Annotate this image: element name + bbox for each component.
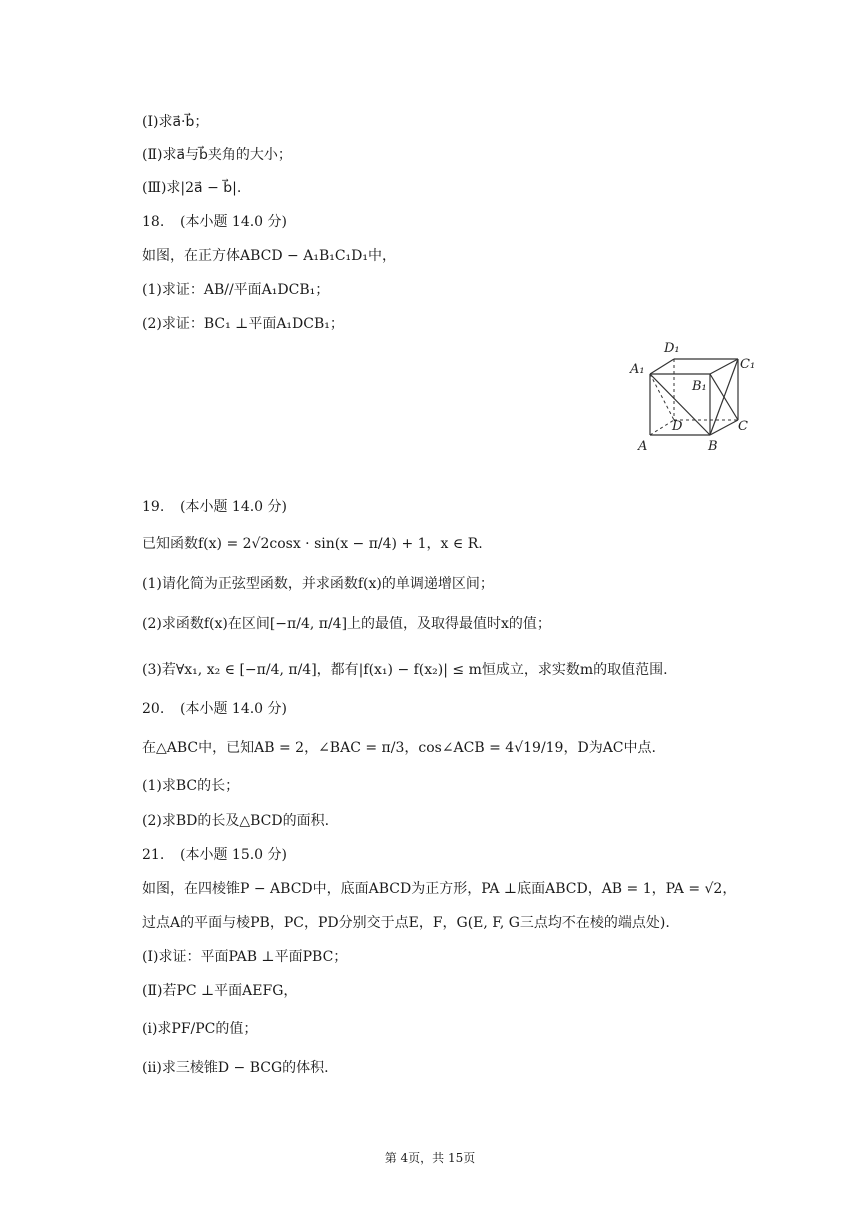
q19-intro: 已知函数f(x) = 2√2cosx · sin(x − π/4) + 1，x ∈ R. [142,536,483,552]
q19-item-2: (2)求函数f(x)在区间[−π/4, π/4]上的最值，及取得最值时x的值； [142,616,551,632]
q20-intro: 在△ABC中，已知AB = 2，∠BAC = π/3，cos∠ACB = 4√19/19，D为AC中点. [142,740,656,756]
label-c1: C₁ [740,357,756,372]
q21-intro-line-1: 如图，在四棱锥P − ABCD中，底面ABCD为正方形，PA ⊥底面ABCD，AB = 1，PA = √2， [142,881,737,897]
q21-item-3: (ⅰ)求PF/PC的值； [142,1021,258,1037]
q19-item-3: (3)若∀x₁, x₂ ∈ [−π/4, π/4]，都有|f(x₁) − f(x₂)| ≤ m恒成立，求实数m的取值范围. [142,662,668,678]
q21-number: 21. [142,847,165,863]
q20-number: 20. [142,701,165,717]
q21-score: (本小题 15.0 分) [180,847,287,863]
label-a: A [638,439,648,454]
q21-item-1: (Ⅰ)求证：平面PAB ⊥平面PBC； [142,949,348,965]
q19-heading [142,497,287,517]
label-c: C [738,419,748,434]
label-b1: B₁ [692,379,707,394]
label-a1: A₁ [630,362,645,377]
q20-heading [142,699,287,719]
q17-item-1: (Ⅰ)求a⃗·b⃗； [142,114,209,130]
cube-figure [626,338,766,456]
q18-item-1: (1)求证：AB//平面A₁DCB₁； [142,282,330,298]
q18-heading [142,212,287,232]
label-b: B [708,439,718,454]
q18-number: 18. [142,214,165,230]
q17-item-3: (Ⅲ)求|2a⃗ − b⃗|. [142,180,242,196]
q17-item-2: (Ⅱ)求a⃗与b⃗夹角的大小； [142,147,292,163]
q19-item-1: (1)请化简为正弦型函数，并求函数f(x)的单调递增区间； [142,576,494,592]
q19-number: 19. [142,499,165,515]
label-d: D [672,419,683,434]
q18-intro: 如图，在正方体ABCD − A₁B₁C₁D₁中， [142,248,397,264]
q18-item-2: (2)求证：BC₁ ⊥平面A₁DCB₁； [142,316,344,332]
q21-item-4: (ⅱ)求三棱锥D − BCG的体积. [142,1060,329,1076]
q21-intro-line-2: 过点A的平面与棱PB，PC，PD分别交于点E，F，G(E, F, G三点均不在棱的端点处). [142,915,670,931]
q20-item-2: (2)求BD的长及△BCD的面积. [142,813,330,829]
q20-item-1: (1)求BC的长； [142,778,240,794]
label-d1: D₁ [664,341,680,356]
q18-score: (本小题 14.0 分) [180,214,287,230]
page-footer: 第 4页，共 15页 [384,1151,476,1165]
q21-item-2: (Ⅱ)若PC ⊥平面AEFG， [142,983,298,999]
q21-heading [142,845,287,865]
q20-score: (本小题 14.0 分) [180,701,287,717]
q19-score: (本小题 14.0 分) [180,499,287,515]
